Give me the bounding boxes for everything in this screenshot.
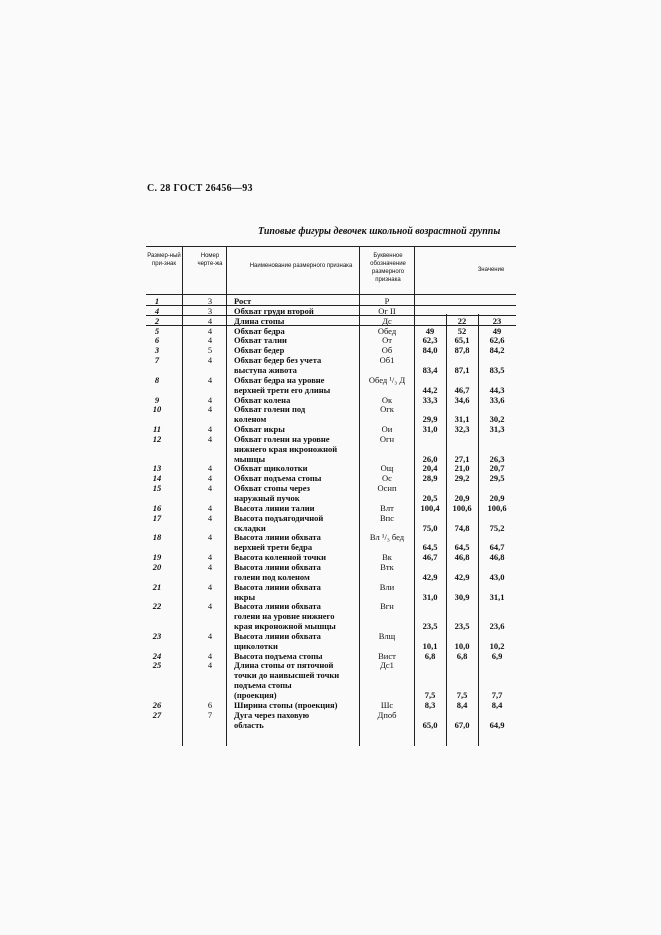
measurement-value: 44,3 (489, 384, 505, 395)
measurement-name: Высота линии обхвата (234, 532, 321, 543)
col-divider (182, 246, 183, 746)
row-number: 26 (152, 699, 162, 710)
measurement-value: 6,8 (424, 650, 436, 661)
measurement-value: 52 (457, 325, 467, 336)
measurement-name: Дуга через паховую (234, 709, 310, 720)
row-number: 27 (152, 709, 162, 720)
measurement-value: 42,9 (422, 571, 438, 582)
measurements-table (146, 246, 516, 746)
row-number: 6 (154, 335, 160, 346)
measurement-value: 10,0 (454, 640, 470, 651)
drawing-number: 4 (207, 502, 213, 513)
measurement-name: Длина стопы от пяточной (234, 660, 334, 671)
col-divider (226, 246, 227, 746)
measurement-value: 64,5 (454, 542, 470, 553)
measurement-value: 8,3 (424, 699, 436, 710)
drawing-number: 4 (207, 512, 213, 523)
row-number: 22 (152, 601, 162, 612)
measurement-name: подъема стопы (234, 680, 292, 691)
measurement-value: 28,9 (422, 473, 438, 484)
drawing-number: 4 (207, 561, 213, 572)
measurement-value: 31,0 (422, 591, 438, 602)
col-header-drawing: Номер черте-жа (197, 253, 223, 267)
measurement-name: Обхват икры (234, 424, 285, 435)
measurement-value: 23,5 (422, 621, 438, 632)
measurement-symbol: Вл ¹/₃ бед (369, 532, 405, 543)
measurement-value: 8,4 (491, 699, 503, 710)
measurement-value: 32,3 (454, 424, 470, 435)
col-header-symbol: Буквенное обозначение размерного признака (370, 253, 406, 283)
measurement-value: 65,1 (454, 335, 470, 346)
drawing-number: 4 (207, 473, 213, 484)
measurement-value: 46,7 (454, 384, 470, 395)
measurement-value: 46,8 (454, 552, 470, 563)
measurement-value: 20,9 (489, 493, 505, 503)
measurement-symbol: Втк (380, 561, 394, 572)
drawing-number: 4 (207, 552, 213, 563)
measurement-name: щиколотки (234, 640, 278, 651)
measurement-value: 7,5 (456, 690, 468, 700)
row-number: 9 (154, 394, 160, 405)
measurement-value: 31,1 (489, 591, 505, 602)
drawing-number: 4 (207, 325, 213, 336)
measurement-symbol: Дпоб (377, 709, 397, 720)
measurement-name: Высота линии обхвата (234, 581, 321, 592)
drawing-number: 6 (207, 699, 213, 710)
measurement-symbol: Дс (382, 315, 392, 326)
col-divider (359, 246, 360, 746)
measurement-name: верхней трети его длины (234, 384, 331, 395)
measurement-name: Высота линии талии (234, 502, 315, 513)
drawing-number: 3 (207, 305, 213, 316)
drawing-number: 4 (207, 630, 213, 641)
measurement-name: Высота коленной точки (234, 552, 327, 563)
measurement-name: голени под коленом (234, 571, 310, 582)
measurement-value: 75,0 (422, 522, 438, 533)
measurement-name: Высота линии обхвата (234, 601, 321, 612)
col-header-size: Размер-ный при-знак (147, 253, 181, 267)
row-number: 8 (154, 374, 160, 385)
measurement-value: 64,5 (422, 542, 438, 553)
drawing-number: 4 (207, 660, 213, 671)
measurement-value: 62,6 (489, 335, 505, 346)
measurement-name: верхней трети бедра (234, 542, 313, 553)
measurement-value: 20,4 (422, 463, 438, 474)
measurement-name: складки (234, 522, 266, 533)
measurement-name: Обхват бедер (234, 345, 285, 356)
drawing-number: 4 (207, 601, 213, 612)
measurement-value: 83,5 (489, 364, 505, 375)
drawing-number: 4 (207, 424, 213, 435)
measurement-value: 64,9 (489, 719, 505, 730)
measurement-symbol: Обед (377, 325, 397, 336)
measurement-value: 20,5 (422, 493, 438, 503)
measurement-name: выступа живота (234, 364, 297, 375)
col-divider (478, 314, 479, 746)
row-number: 24 (152, 650, 162, 661)
drawing-number: 5 (207, 345, 213, 356)
measurement-name: края икроножной мышцы (234, 621, 336, 632)
measurement-symbol: Дс1 (380, 660, 394, 671)
measurement-value: 21,0 (454, 463, 470, 474)
row-number: 5 (154, 325, 160, 336)
measurement-symbol: Вли (379, 581, 395, 592)
drawing-number: 7 (207, 709, 213, 720)
measurement-name: область (234, 719, 264, 730)
measurement-name: Обхват колена (234, 394, 291, 405)
measurement-symbol: Огн (379, 433, 395, 444)
drawing-number: 4 (207, 335, 213, 346)
page-header: С. 28 ГОСТ 26456—93 (147, 183, 253, 194)
measurement-value: 31,0 (422, 424, 438, 435)
measurement-symbol: От (382, 335, 392, 346)
measurement-name: Высота линии обхвата (234, 561, 321, 572)
table-caption: Типовые фигуры девочек школьной возрастной группы (258, 226, 501, 237)
measurement-value: 74,8 (454, 522, 470, 533)
measurement-name: коленом (234, 414, 267, 425)
measurement-value: 100,6 (487, 502, 507, 513)
row-number: 16 (152, 502, 162, 513)
measurement-symbol: Об1 (379, 355, 395, 366)
drawing-number: 4 (207, 581, 213, 592)
row-number: 2 (154, 315, 160, 326)
measurement-name: Рост (234, 296, 252, 306)
row-number: 3 (154, 345, 160, 356)
measurement-value: 23,5 (454, 621, 470, 632)
measurement-symbol: Вгн (380, 601, 394, 612)
measurement-value: 43,0 (489, 571, 505, 582)
measurement-value: 100,4 (420, 502, 440, 513)
measurement-value: 20,7 (489, 463, 505, 474)
measurement-value: 23,6 (489, 621, 505, 632)
measurement-value: 7,7 (491, 690, 503, 700)
measurement-value: 31,1 (454, 414, 470, 425)
row-number: 14 (152, 473, 162, 484)
measurement-name: Обхват груди второй (234, 305, 314, 316)
measurement-value: 49 (425, 325, 435, 336)
measurement-symbol: Влщ (378, 630, 396, 641)
measurement-value: 29,5 (489, 473, 505, 484)
measurement-value: 10,1 (422, 640, 438, 651)
measurement-name: Обхват щиколотки (234, 463, 308, 474)
measurement-value: 46,8 (489, 552, 505, 563)
measurement-name: Обхват талии (234, 335, 287, 346)
measurement-symbol: Обед ¹/₃ Д (368, 374, 406, 385)
table-top-border (146, 246, 516, 247)
measurement-symbol: Шс (380, 699, 394, 710)
measurement-value: 7,5 (424, 690, 436, 700)
measurement-value: 87,1 (454, 364, 470, 375)
row-number: 25 (152, 660, 162, 671)
measurement-value: 33,3 (422, 394, 438, 405)
row-number: 20 (152, 561, 162, 572)
drawing-number: 4 (207, 463, 213, 474)
measurement-symbol: Впс (380, 512, 394, 523)
col-header-name: Наименование размерного признака (249, 263, 353, 269)
measurement-value: 87,8 (454, 345, 470, 356)
drawing-number: 4 (207, 315, 213, 326)
row-number: 21 (152, 581, 162, 592)
measurement-name: голени на уровне нижнего (234, 611, 335, 622)
measurement-value: 49 (492, 325, 502, 336)
measurement-value: 84,2 (489, 345, 505, 356)
drawing-number: 4 (207, 532, 213, 543)
drawing-number: 4 (207, 355, 213, 366)
measurement-value: 67,0 (454, 719, 470, 730)
col-header-value: Значение (477, 267, 505, 273)
measurement-value: 27,1 (454, 453, 470, 464)
measurement-value: 10,2 (489, 640, 505, 651)
measurement-name: Обхват бедра на уровне (234, 374, 325, 385)
measurement-value: 26,3 (489, 453, 505, 464)
drawing-number: 4 (207, 483, 213, 494)
measurement-value: 31,3 (489, 424, 505, 435)
measurement-value: 100,6 (452, 502, 472, 513)
measurement-symbol: Ощ (380, 463, 394, 474)
drawing-number: 4 (207, 394, 213, 405)
drawing-number: 3 (207, 296, 213, 306)
measurement-name: Обхват бедер без учета (234, 355, 322, 366)
measurement-name: мышцы (234, 453, 266, 464)
drawing-number: 4 (207, 650, 213, 661)
measurement-value: 62,3 (422, 335, 438, 346)
measurement-value: 65,0 (422, 719, 438, 730)
measurement-value: 30,2 (489, 414, 505, 425)
drawing-number: 4 (207, 433, 213, 444)
measurement-symbol: Об (381, 345, 393, 356)
measurement-value: 42,9 (454, 571, 470, 582)
row-number: 10 (152, 404, 162, 415)
measurement-name: нижнего края икроножной (234, 443, 338, 454)
drawing-number: 4 (207, 404, 213, 415)
measurement-name: Обхват бедра (234, 325, 285, 336)
measurement-symbol: Ои (381, 424, 393, 435)
row-number: 17 (152, 512, 162, 523)
measurement-value: 64,7 (489, 542, 505, 553)
measurement-value: 23 (492, 315, 502, 326)
measurement-name: Высота линии обхвата (234, 630, 321, 641)
measurement-name: Длина стопы (234, 315, 285, 326)
measurement-value: 33,6 (489, 394, 505, 405)
drawing-number: 4 (207, 374, 213, 385)
row-number: 15 (152, 483, 162, 494)
measurement-value: 75,2 (489, 522, 505, 533)
measurement-value: 30,9 (454, 591, 470, 602)
measurement-symbol: Огк (380, 404, 394, 415)
measurement-name: Обхват голени под (234, 404, 306, 415)
measurement-symbol: Р (384, 296, 390, 306)
measurement-value: 44,2 (422, 384, 438, 395)
measurement-value: 46,7 (422, 552, 438, 563)
row-number: 4 (154, 305, 160, 316)
measurement-name: Высота подъема стопы (234, 650, 323, 661)
measurement-name: Обхват голени на уровне (234, 433, 330, 444)
measurement-value: 6,9 (491, 650, 503, 661)
row-number: 7 (154, 355, 160, 366)
row-number: 18 (152, 532, 162, 543)
measurement-name: икры (234, 591, 256, 602)
measurement-name: Высота подъягодичной (234, 512, 324, 523)
measurement-value: 83,4 (422, 364, 438, 375)
measurement-symbol: Вк (382, 552, 392, 563)
measurement-name: Обхват стопы через (234, 483, 310, 494)
measurement-name: Обхват подъема стопы (234, 473, 322, 484)
measurement-value: 6,8 (456, 650, 468, 661)
measurement-name: наружный пучок (234, 493, 300, 503)
measurement-name: Ширина стопы (проекция) (234, 699, 338, 710)
measurement-symbol: Ок (381, 394, 393, 405)
row-number: 12 (152, 433, 162, 444)
measurement-symbol: Ог II (378, 305, 396, 316)
row-number: 23 (152, 630, 162, 641)
measurement-symbol: Влт (380, 502, 394, 513)
measurement-value: 29,2 (454, 473, 470, 484)
measurement-value: 29,9 (422, 414, 438, 425)
measurement-value: 84,0 (422, 345, 438, 356)
row-number: 19 (152, 552, 162, 563)
measurement-value: 34,6 (454, 394, 470, 405)
row-number: 11 (152, 424, 162, 435)
measurement-value: 20,9 (454, 493, 470, 503)
measurement-name: (проекция) (234, 690, 277, 700)
measurement-symbol: Ос (382, 473, 392, 484)
measurement-name: точки до наивысшей точки (234, 670, 340, 681)
measurement-symbol: Оснп (377, 483, 397, 494)
table-header-border (146, 294, 516, 295)
row-number: 1 (154, 296, 160, 306)
measurement-value: 8,4 (456, 699, 468, 710)
measurement-value: 22 (457, 315, 467, 326)
measurement-value: 26,0 (422, 453, 438, 464)
row-number: 13 (152, 463, 162, 474)
measurement-symbol: Вист (378, 650, 396, 661)
